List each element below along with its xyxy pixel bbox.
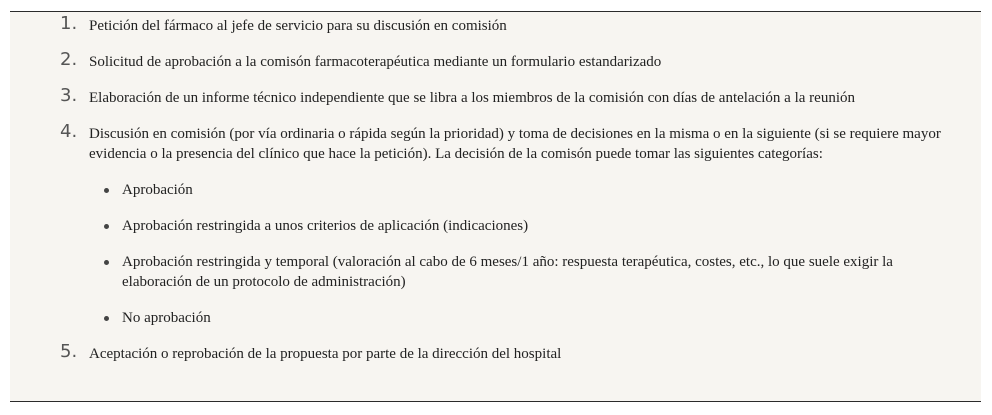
step-number: 3. xyxy=(60,85,78,106)
step-number: 2. xyxy=(60,49,78,70)
step-text: Solicitud de aprobación a la comisón farmacoterapéutica mediante un formulario estandarizado xyxy=(89,54,662,70)
category-text: Aprobación xyxy=(122,182,193,198)
step-text: Petición del fármaco al jefe de servicio para su discusión en comisión xyxy=(89,18,507,34)
category-text: No aprobación xyxy=(122,310,211,326)
step-number: 4. xyxy=(60,121,78,142)
procedure-panel xyxy=(10,11,981,402)
category-text: Aprobación restringida y temporal (valoración al cabo de 6 meses/1 año: respuesta terapéutica, costes, etc., lo que suele exigir la elaboración de un protocolo de administración) xyxy=(122,254,893,290)
bullet-icon xyxy=(104,224,109,229)
bullet-icon xyxy=(104,316,109,321)
bullet-icon xyxy=(104,188,109,193)
category-text: Aprobación restringida a unos criterios de aplicación (indicaciones) xyxy=(122,218,529,234)
step-number: 5. xyxy=(60,341,78,362)
step-text: Discusión en comisión (por vía ordinaria o rápida según la prioridad) y toma de decisiones en la misma o en la siguiente (si se requiere mayor evidencia o la presencia del clínico que hace la petición). La decisión de la comisón puede tomar las siguientes categorías: xyxy=(89,126,941,162)
bullet-icon xyxy=(104,260,109,265)
step-number: 1. xyxy=(60,13,78,34)
step-text: Elaboración de un informe técnico independiente que se libra a los miembros de la comisión con días de antelación a la reunión xyxy=(89,90,855,106)
step-text: Aceptación o reprobación de la propuesta por parte de la dirección del hospital xyxy=(89,346,562,362)
